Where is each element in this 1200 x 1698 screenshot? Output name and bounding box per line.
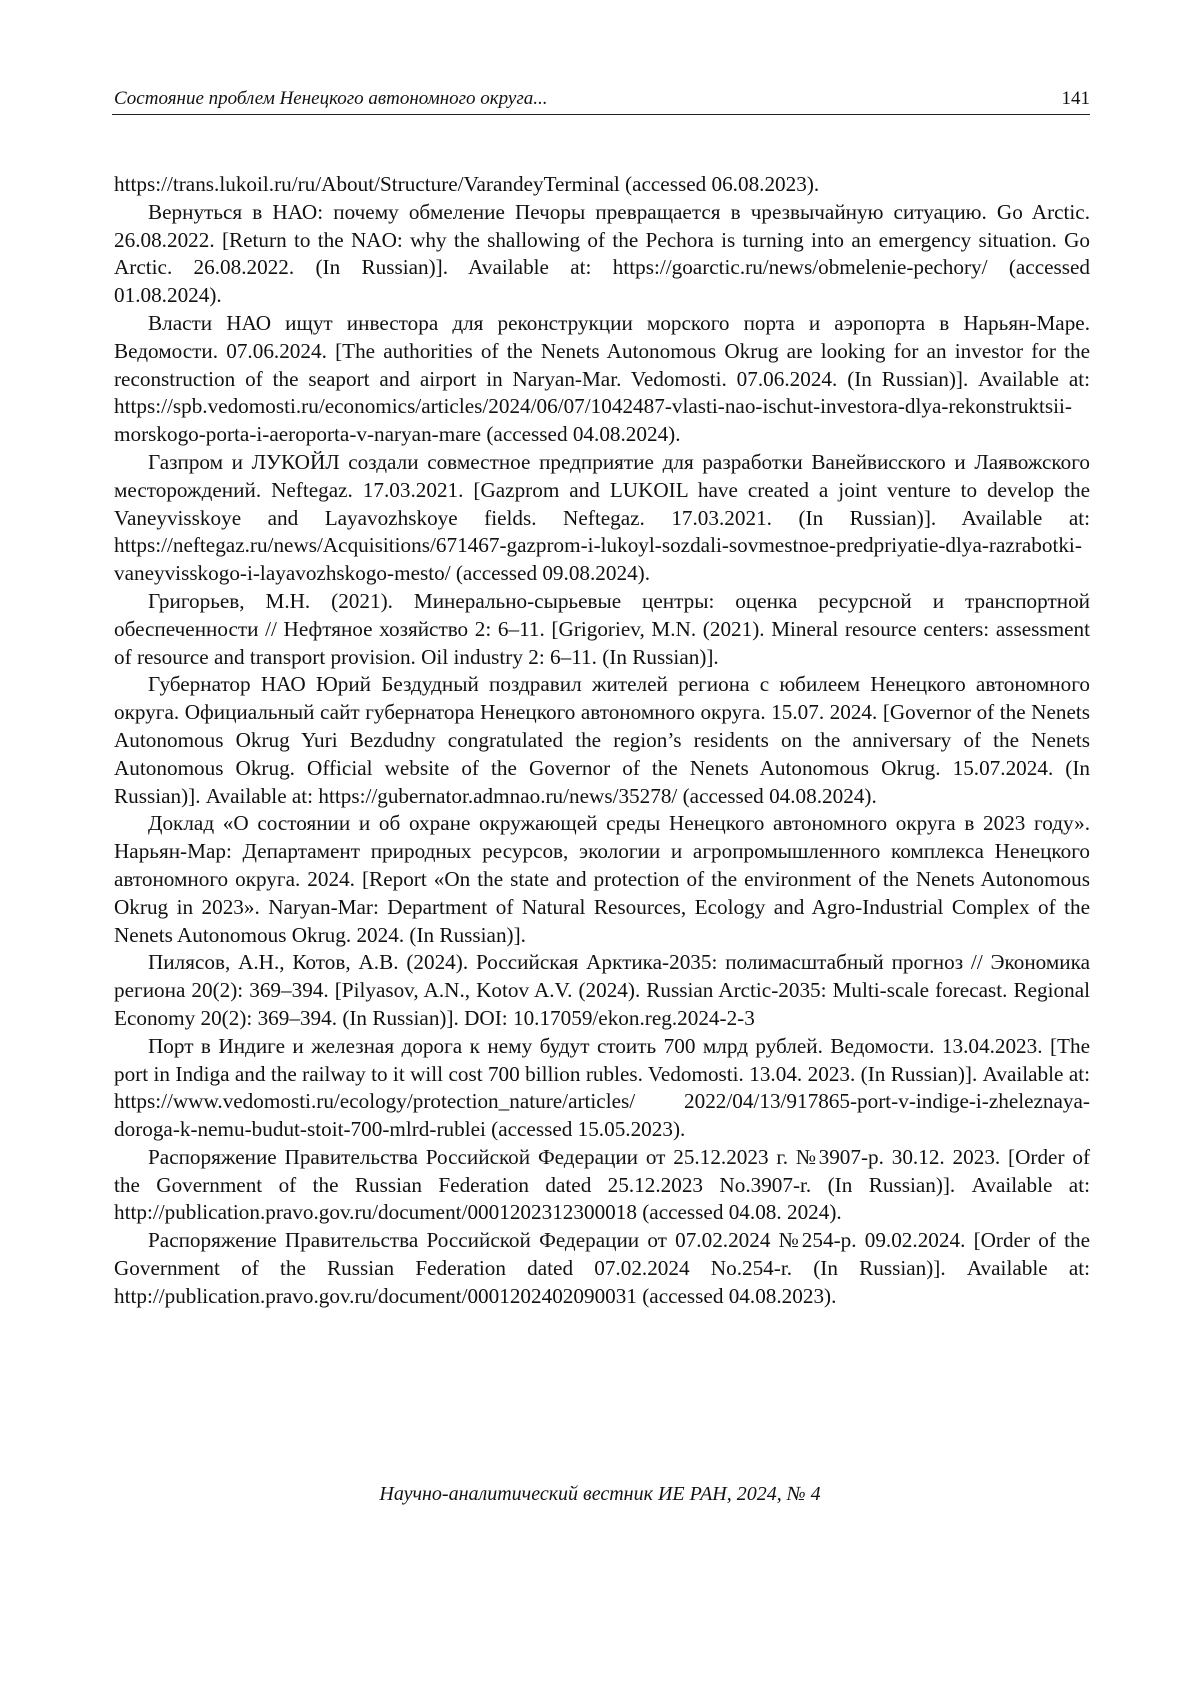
reference-entry: Газпром и ЛУКОЙЛ создали совместное предприятие для разработки Ванейвисского и Лаявожского месторождений. Neftegaz. 17.03.2021. [Gazprom and LUKOIL have created a joint venture to develop the Vaneyvisskoye and Layavozhskoye fields. Neftegaz. 17.03.2021. (In Russian)]. Available at: https://neftegaz.ru/news/Acquisitions/671467-gazprom-i-lukoyl-sozdali-sovme​stnoe-predpriyatie-dlya-razrabotki-vaneyvisskogo-i-layavozhskogo-mesto/ (accessed 09.08.2024). [114,449,1090,586]
reference-entry: Вернуться в НАО: почему обмеление Печоры превращается в чрезвычайную ситуацию. Go Arctic. 26.08.2022. [Return to the NAO: why the shallowing of the Pechora is turning into an emergency situation. Go Arctic. 26.08.2022. (In Russian)]. Available at: https://goarctic.ru/news/obmelenie-pechory/ (accessed 01.08.2024). [114,199,1090,308]
reference-entry: Власти НАО ищут инвестора для реконструкции морского порта и аэропорта в Нарьян-Маре. Ведомости. 07.06.2024. [The authorities of the Nenets Autonomous Okrug are looking for an investor for the reconstruction of the seaport and airport in Naryan-Mar. Vedomosti. 07.06.2024. (In Russian)]. Available at: https://spb.vedomosti.ru/economics/articles/2024/06/07/1042487-vlasti-nao-ischut-investora-dlya-rekonstruktsii-morskogo-porta-i-aeroporta-v-naryan-mare (accessed 04.08.2024). [114,310,1090,447]
journal-footer: Научно-аналитический вестник ИЕ РАН, 2024, № 4 [379,1483,821,1505]
reference-entry: Губернатор НАО Юрий Бездудный поздравил жителей региона с юбилеем Ненецкого автономного округа. Официальный сайт губернатора Ненецкого автономного округа. 15.07. 2024. [Governor of the Nenets Autonomous Okrug Yuri Bezdudny congratulated the region’s residents on the anniversary of the Nenets Autonomous Okrug. Official website of the Governor of the Nenets Autonomous Okrug. 15.07.2024. (In Russian)]. Available at: https://gubernator.admnao.ru/news/35278/ (accessed 04.08.2024). [114,672,1090,808]
reference-list [114,171,1090,1311]
reference-entry-continued: https://trans.lukoil.ru/ru/About/Structure/VarandeyTerminal (accessed 06.08.2023). [114,172,820,196]
reference-entry: Распоряжение Правительства Российской Федерации от 25.12.2023 г. №3907-р. 30.12. 2023. [Order of the Government of the Russian Federation dated 25.12.2023 No.3907-r. (In Russian)]. Available at: http://publication.pravo.gov.ru/document/0001202312300018 (accessed 04.08. 2024). [114,1144,1090,1225]
reference-entry: Порт в Индиге и железная дорога к нему будут стоить 700 млрд рублей. Ведомости. 13.04.2023. [The port in Indiga and the railway to it will cost 700 billion rubles. Vedomosti. 13.04. 2023. (In Russian)]. Available at: https://www.vedomosti.ru/ecology/protection_nature/articles/ 2022/04/13/917865-port-v-indige-i-zheleznaya-doroga-k-nemu-budut-stoit-700-mlrd-rublei (accessed 15.05.2023). [114,1033,1090,1142]
reference-entry: Пилясов, А.Н., Котов, А.В. (2024). Российская Арктика-2035: полимасштабный прогноз // Экономика региона 20(2): 369–394. [Pilyasov, A.N., Kotov A.V. (2024). Russian Arctic-2035: Multi-scale forecast. Regional Economy 20(2): 369–394. (In Russian)]. DOI: 10.17059/ekon.reg.2024-2-3 [114,950,1090,1030]
running-header [112,84,1090,115]
reference-entry: Григорьев, М.Н. (2021). Минерально-сырьевые центры: оценка ресурсной и транспортной обеспеченности // Нефтяное хозяйство 2: 6–11. [Grigoriev, M.N. (2021). Mineral resource centers: assessment of resource and transport provision. Oil industry 2: 6–11. (In Russian)]. [114,588,1090,669]
reference-entry: Доклад «О состоянии и об охране окружающей среды Ненецкого автономного округа в 2023 году». Нарьян-Мар: Департамент природных ресурсов, экологии и агропромышленного комплекса Ненецкого автономного округа. 2024. [Report «On the state and protection of the environment of the Nenets Autonomous Okrug in 2023». Naryan-Mar: Department of Natural Resources, Ecology and Agro-Industrial Complex of the Nenets Autonomous Okrug. 2024. (In Russian)]. [114,811,1090,947]
reference-entry: Распоряжение Правительства Российской Федерации от 07.02.2024 №254-р. 09.02.2024. [Order of the Government of the Russian Federation dated 07.02.2024 No.254-r. (In Russian)]. Available at: http://publication.pravo.gov.ru/document/0001202402090031 (accessed 04.08.2023). [114,1228,1090,1308]
page-number: 141 [1061,88,1090,109]
running-title: Состояние проблем Ненецкого автономного округа... [114,88,548,109]
